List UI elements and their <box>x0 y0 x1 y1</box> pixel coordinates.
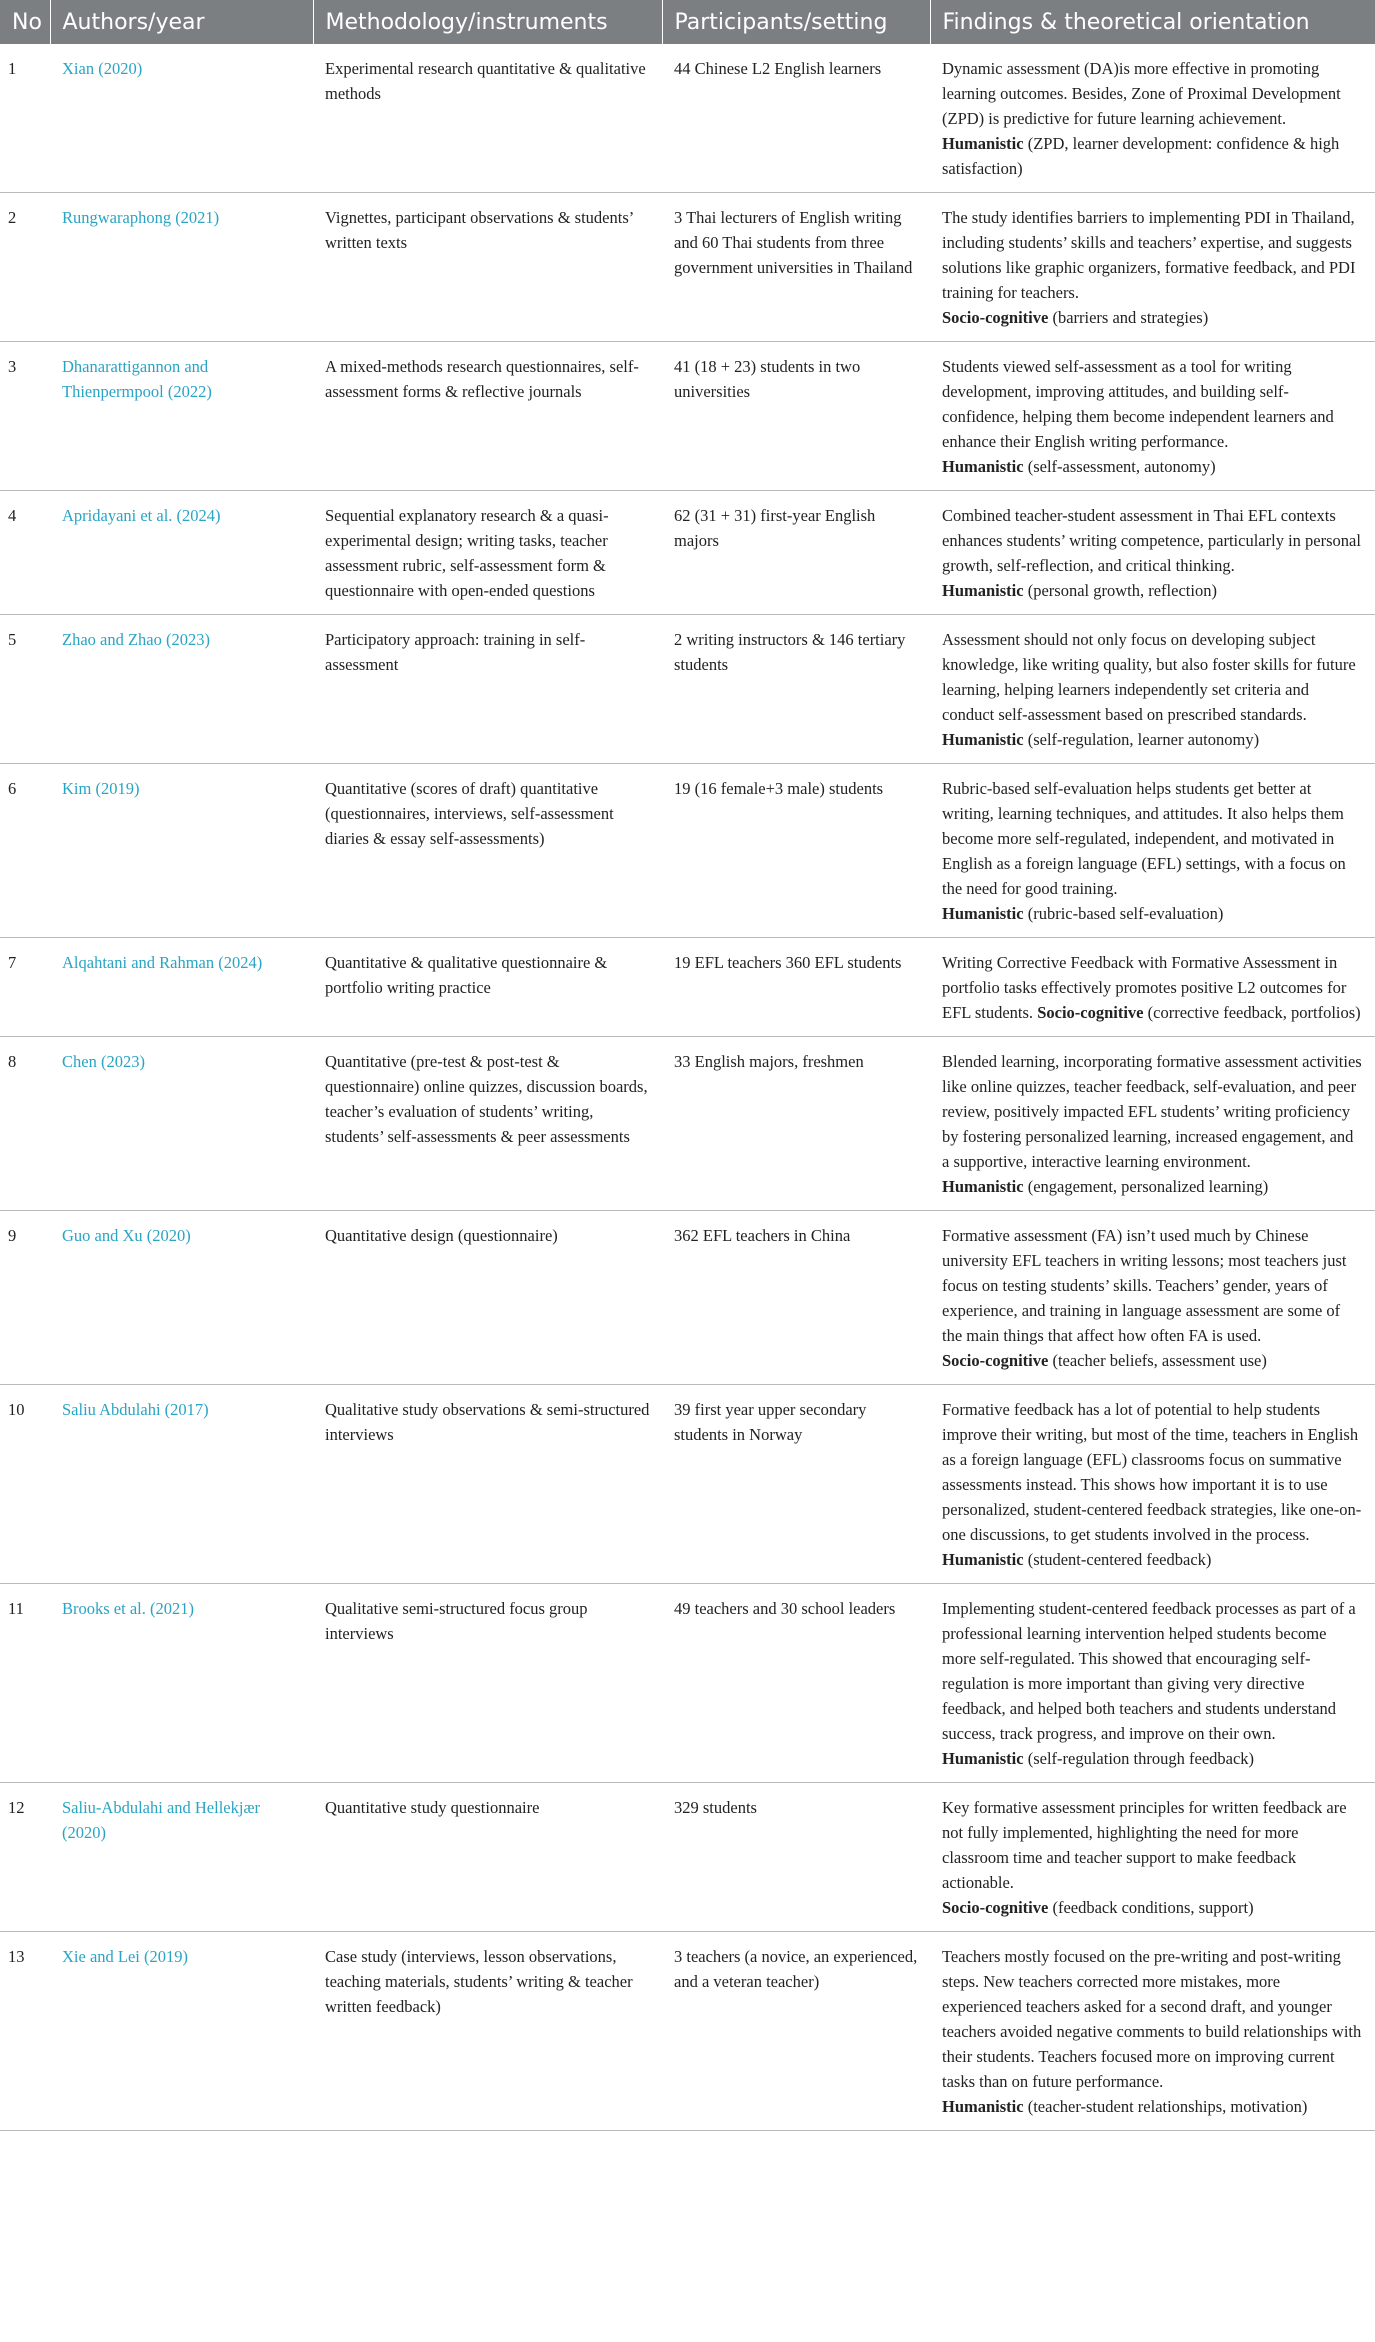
row-number: 11 <box>0 1584 50 1783</box>
row-number: 3 <box>0 342 50 491</box>
orientation-label: Humanistic <box>942 1550 1024 1569</box>
row-number: 12 <box>0 1783 50 1932</box>
findings-text: Rubric-based self-evaluation helps students get better at writing, learning techniques, and attitudes. It also helps them become more self-regulated, independent, and motivated in English as a foreign language (EFL) settings, with a focus on the need for good training. <box>942 779 1346 898</box>
findings-text: Assessment should not only focus on developing subject knowledge, like writing quality, but also foster skills for future learning, helping learners independently set criteria and conduct self-assessment based on prescribed standards. <box>942 630 1356 724</box>
participants-cell: 39 first year upper secondary students in Norway <box>662 1385 930 1584</box>
findings-text: Combined teacher-student assessment in Thai EFL contexts enhances students’ writing competence, particularly in personal growth, self-reflection, and critical thinking. <box>942 506 1361 575</box>
table-row <box>0 1037 1375 1211</box>
orientation-detail: (barriers and strategies) <box>1052 308 1209 327</box>
table-row <box>0 1385 1375 1584</box>
participants-cell: 3 Thai lecturers of English writing and 60 Thai students from three government universities in Thailand <box>662 193 930 342</box>
table-row <box>0 615 1375 764</box>
author-cell <box>50 1783 313 1932</box>
findings-text: Implementing student-centered feedback processes as part of a professional learning intervention helped students become more self-regulated. This showed that encouraging self-regulation is more important than giving very directive feedback, and helped both teachers and students understand success, track progress, and improve on their own. <box>942 1599 1356 1743</box>
row-number: 2 <box>0 193 50 342</box>
header-methodology: Methodology/instruments <box>313 0 662 44</box>
findings-text: Teachers mostly focused on the pre-writing and post-writing steps. New teachers corrected more mistakes, more experienced teachers asked for a second draft, and younger teachers avoided negative comments to build relationships with their students. Teachers focused more on improving current tasks than on future performance. <box>942 1947 1362 2091</box>
table-row <box>0 491 1375 615</box>
findings-cell <box>930 1932 1375 2131</box>
table-row <box>0 938 1375 1037</box>
row-number: 9 <box>0 1211 50 1385</box>
row-number: 4 <box>0 491 50 615</box>
table-row <box>0 1211 1375 1385</box>
orientation-detail: (personal growth, reflection) <box>1027 581 1217 600</box>
findings-text: Key formative assessment principles for written feedback are not fully implemented, highlighting the need for more classroom time and teacher support to make feedback actionable. <box>942 1798 1347 1892</box>
findings-text: The study identifies barriers to implementing PDI in Thailand, including students’ skills and teachers’ expertise, and suggests solutions like graphic organizers, formative feedback, and PDI training for teachers. <box>942 208 1356 302</box>
table-row <box>0 342 1375 491</box>
author-link[interactable]: Apridayani et al. (2024) <box>62 506 221 525</box>
table-row <box>0 1783 1375 1932</box>
orientation-detail: (rubric-based self-evaluation) <box>1027 904 1224 923</box>
orientation-detail: (student-centered feedback) <box>1027 1550 1212 1569</box>
methodology-cell: Participatory approach: training in self-assessment <box>313 615 662 764</box>
author-link[interactable]: Kim (2019) <box>62 779 140 798</box>
orientation-label: Socio-cognitive <box>942 1898 1049 1917</box>
author-link[interactable]: Chen (2023) <box>62 1052 145 1071</box>
methodology-cell: Quantitative (pre-test & post-test & questionnaire) online quizzes, discussion boards, teacher’s evaluation of students’ writing, students’ self-assessments & peer assessments <box>313 1037 662 1211</box>
participants-cell: 41 (18 + 23) students in two universities <box>662 342 930 491</box>
author-cell <box>50 1584 313 1783</box>
author-cell <box>50 1932 313 2131</box>
author-cell <box>50 938 313 1037</box>
author-link[interactable]: Saliu Abdulahi (2017) <box>62 1400 209 1419</box>
table-row <box>0 44 1375 193</box>
findings-cell <box>930 491 1375 615</box>
orientation-label: Humanistic <box>942 730 1024 749</box>
table-row <box>0 764 1375 938</box>
orientation-label: Humanistic <box>942 1749 1024 1768</box>
participants-cell: 62 (31 + 31) first-year English majors <box>662 491 930 615</box>
methodology-cell: Quantitative design (questionnaire) <box>313 1211 662 1385</box>
findings-cell <box>930 615 1375 764</box>
table-body <box>0 44 1375 2131</box>
participants-cell: 362 EFL teachers in China <box>662 1211 930 1385</box>
author-link[interactable]: Guo and Xu (2020) <box>62 1226 191 1245</box>
methodology-cell: Quantitative & qualitative questionnaire & portfolio writing practice <box>313 938 662 1037</box>
author-link[interactable]: Brooks et al. (2021) <box>62 1599 194 1618</box>
orientation-detail: (self-regulation through feedback) <box>1027 1749 1255 1768</box>
author-cell <box>50 491 313 615</box>
orientation-detail: (corrective feedback, portfolios) <box>1147 1003 1361 1022</box>
orientation-label: Humanistic <box>942 134 1024 153</box>
participants-cell: 44 Chinese L2 English learners <box>662 44 930 193</box>
participants-cell: 49 teachers and 30 school leaders <box>662 1584 930 1783</box>
findings-text: Formative assessment (FA) isn’t used much by Chinese university EFL teachers in writing lessons; most teachers just focus on testing students’ skills. Teachers’ gender, years of experience, and training in language assessment are some of the main things that affect how often FA is used. <box>942 1226 1347 1345</box>
header-authors-year: Authors/year <box>50 0 313 44</box>
orientation-detail: (engagement, personalized learning) <box>1027 1177 1269 1196</box>
findings-cell <box>930 1783 1375 1932</box>
author-cell <box>50 193 313 342</box>
orientation-label: Humanistic <box>942 904 1024 923</box>
row-number: 13 <box>0 1932 50 2131</box>
row-number: 7 <box>0 938 50 1037</box>
author-link[interactable]: Alqahtani and Rahman (2024) <box>62 953 263 972</box>
findings-text: Dynamic assessment (DA)is more effective in promoting learning outcomes. Besides, Zone of Proximal Development (ZPD) is predictive for future learning achievement. <box>942 59 1341 128</box>
row-number: 10 <box>0 1385 50 1584</box>
orientation-label: Socio-cognitive <box>942 1351 1049 1370</box>
methodology-cell: Qualitative semi-structured focus group interviews <box>313 1584 662 1783</box>
row-number: 8 <box>0 1037 50 1211</box>
table-row <box>0 1584 1375 1783</box>
row-number: 6 <box>0 764 50 938</box>
orientation-label: Socio-cognitive <box>1037 1003 1144 1022</box>
author-link[interactable]: Rungwaraphong (2021) <box>62 208 220 227</box>
participants-cell: 2 writing instructors & 146 tertiary students <box>662 615 930 764</box>
orientation-label: Humanistic <box>942 2097 1024 2116</box>
participants-cell: 33 English majors, freshmen <box>662 1037 930 1211</box>
findings-cell <box>930 1584 1375 1783</box>
author-cell <box>50 615 313 764</box>
participants-cell: 19 (16 female+3 male) students <box>662 764 930 938</box>
header-row <box>0 0 1375 44</box>
orientation-label: Humanistic <box>942 581 1024 600</box>
methodology-cell: Vignettes, participant observations & students’ written texts <box>313 193 662 342</box>
author-cell <box>50 1211 313 1385</box>
methodology-cell: Case study (interviews, lesson observations, teaching materials, students’ writing & teacher written feedback) <box>313 1932 662 2131</box>
author-cell <box>50 1037 313 1211</box>
author-cell <box>50 342 313 491</box>
author-link[interactable]: Dhanarattigannon and Thienpermpool (2022) <box>62 357 212 401</box>
participants-cell: 19 EFL teachers 360 EFL students <box>662 938 930 1037</box>
orientation-label: Humanistic <box>942 457 1024 476</box>
author-link[interactable]: Xian (2020) <box>62 59 143 78</box>
methodology-cell: A mixed-methods research questionnaires, self-assessment forms & reflective journals <box>313 342 662 491</box>
author-cell <box>50 764 313 938</box>
orientation-detail: (feedback conditions, support) <box>1052 1898 1254 1917</box>
findings-cell <box>930 938 1375 1037</box>
row-number: 5 <box>0 615 50 764</box>
methodology-cell: Qualitative study observations & semi-structured interviews <box>313 1385 662 1584</box>
findings-cell <box>930 342 1375 491</box>
author-cell <box>50 44 313 193</box>
findings-cell <box>930 1211 1375 1385</box>
author-link[interactable]: Xie and Lei (2019) <box>62 1947 188 1966</box>
findings-cell <box>930 764 1375 938</box>
header-participants: Participants/setting <box>662 0 930 44</box>
orientation-detail: (self-assessment, autonomy) <box>1027 457 1216 476</box>
author-cell <box>50 1385 313 1584</box>
findings-text: Writing Corrective Feedback with Formative Assessment in portfolio tasks effectively promotes positive L2 outcomes for EFL students. <box>942 953 1347 1022</box>
table-row <box>0 1932 1375 2131</box>
orientation-detail: (teacher-student relationships, motivation) <box>1027 2097 1308 2116</box>
orientation-detail: (self-regulation, learner autonomy) <box>1027 730 1260 749</box>
author-link[interactable]: Zhao and Zhao (2023) <box>62 630 210 649</box>
findings-cell <box>930 193 1375 342</box>
participants-cell: 329 students <box>662 1783 930 1932</box>
methodology-cell: Sequential explanatory research & a quasi-experimental design; writing tasks, teacher assessment rubric, self-assessment form & questionnaire with open-ended questions <box>313 491 662 615</box>
findings-cell <box>930 1385 1375 1584</box>
header-no: No <box>0 0 50 44</box>
findings-cell <box>930 44 1375 193</box>
methodology-cell: Quantitative study questionnaire <box>313 1783 662 1932</box>
author-link[interactable]: Saliu-Abdulahi and Hellekjær (2020) <box>62 1798 260 1842</box>
orientation-detail: (ZPD, learner development: confidence & high satisfaction) <box>942 134 1340 178</box>
findings-text: Formative feedback has a lot of potential to help students improve their writing, but most of the time, teachers in English as a foreign language (EFL) classrooms focus on summative assessments instead. This shows how important it is to use personalized, student-centered feedback strategies, like one-on-one discussions, to get students involved in the process. <box>942 1400 1362 1544</box>
orientation-label: Humanistic <box>942 1177 1024 1196</box>
table-row <box>0 193 1375 342</box>
participants-cell: 3 teachers (a novice, an experienced, and a veteran teacher) <box>662 1932 930 2131</box>
header-findings: Findings & theoretical orientation <box>930 0 1375 44</box>
findings-text: Students viewed self-assessment as a tool for writing development, improving attitudes, and building self-confidence, helping them become independent learners and enhance their English writing performance. <box>942 357 1334 451</box>
findings-cell <box>930 1037 1375 1211</box>
methodology-cell: Experimental research quantitative & qualitative methods <box>313 44 662 193</box>
table-header <box>0 0 1375 44</box>
orientation-detail: (teacher beliefs, assessment use) <box>1052 1351 1267 1370</box>
methodology-cell: Quantitative (scores of draft) quantitative (questionnaires, interviews, self-assessment diaries & essay self-assessments) <box>313 764 662 938</box>
orientation-label: Socio-cognitive <box>942 308 1049 327</box>
findings-text: Blended learning, incorporating formative assessment activities like online quizzes, teacher feedback, self-evaluation, and peer review, positively impacted EFL students’ writing proficiency by fostering personalized learning, increased engagement, and a supportive, interactive learning environment. <box>942 1052 1362 1171</box>
row-number: 1 <box>0 44 50 193</box>
